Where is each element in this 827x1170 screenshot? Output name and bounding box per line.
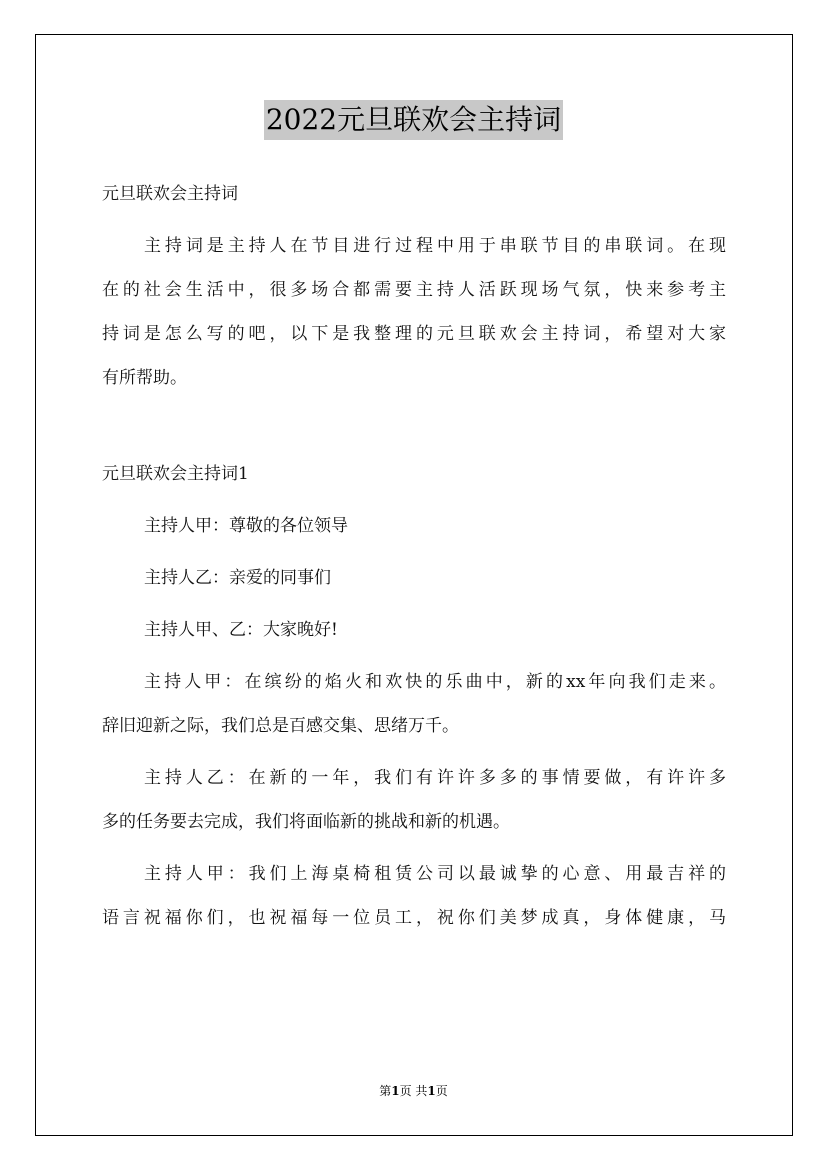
- paragraph-6: [102, 852, 726, 940]
- paragraph-5-line-1: 主持人乙：在新的一年，我们有许许多多的事情要做，有许许多: [144, 768, 726, 788]
- intro-line-2: 在的社会生活中，很多场合都需要主持人活跃现场气氛，快来参考主: [102, 280, 726, 300]
- footer-page-suffix: 页: [435, 1084, 448, 1098]
- paragraph-3: [102, 608, 726, 652]
- paragraph-2-line-1: 主持人乙：亲爱的同事们: [144, 568, 331, 588]
- footer-page-total: 1: [427, 1084, 436, 1098]
- intro-paragraph: [102, 224, 726, 400]
- document-body: [102, 172, 726, 948]
- paragraph-4-line-2: 辞旧迎新之际，我们总是百感交集、思绪万千。: [102, 716, 459, 736]
- paragraph-6-line-1: 主持人甲：我们上海桌椅租赁公司以最诚挚的心意、用最吉祥的: [144, 864, 726, 884]
- paragraph-5-line-2: 多的任务要去完成，我们将面临新的挑战和新的机遇。: [102, 812, 510, 832]
- paragraph-6-line-2: 语言祝福你们，也祝福每一位员工，祝你们美梦成真，身体健康，马: [102, 908, 726, 928]
- document-subtitle: 元旦联欢会主持词: [102, 184, 238, 204]
- footer-page-current: 1: [391, 1084, 400, 1098]
- document-title: 2022元旦联欢会主持词: [264, 100, 563, 140]
- subtitle-paragraph: [102, 172, 726, 216]
- footer-page-mid: 页 共: [399, 1084, 428, 1098]
- paragraph-1-line-1: 主持人甲：尊敬的各位领导: [144, 516, 348, 536]
- paragraph-2: [102, 556, 726, 600]
- footer-page-prefix: 第: [379, 1084, 392, 1098]
- paragraph-4-line-1: 主持人甲：在缤纷的焰火和欢快的乐曲中，新的xx年向我们走来。: [144, 672, 726, 692]
- paragraph-3-line-1: 主持人甲、乙：大家晚好!: [144, 620, 338, 640]
- section-heading-paragraph: [102, 452, 726, 496]
- intro-line-3: 持词是怎么写的吧，以下是我整理的元旦联欢会主持词，希望对大家: [102, 324, 726, 344]
- paragraph-4: [102, 660, 726, 748]
- paragraph-1: [102, 504, 726, 548]
- section-heading: 元旦联欢会主持词1: [102, 464, 249, 484]
- intro-line-4: 有所帮助。: [102, 368, 187, 388]
- paragraph-5: [102, 756, 726, 844]
- title-container: [0, 100, 827, 140]
- intro-line-1: 主持词是主持人在节目进行过程中用于串联节目的串联词。在现: [144, 236, 726, 256]
- page-footer: [0, 1082, 827, 1099]
